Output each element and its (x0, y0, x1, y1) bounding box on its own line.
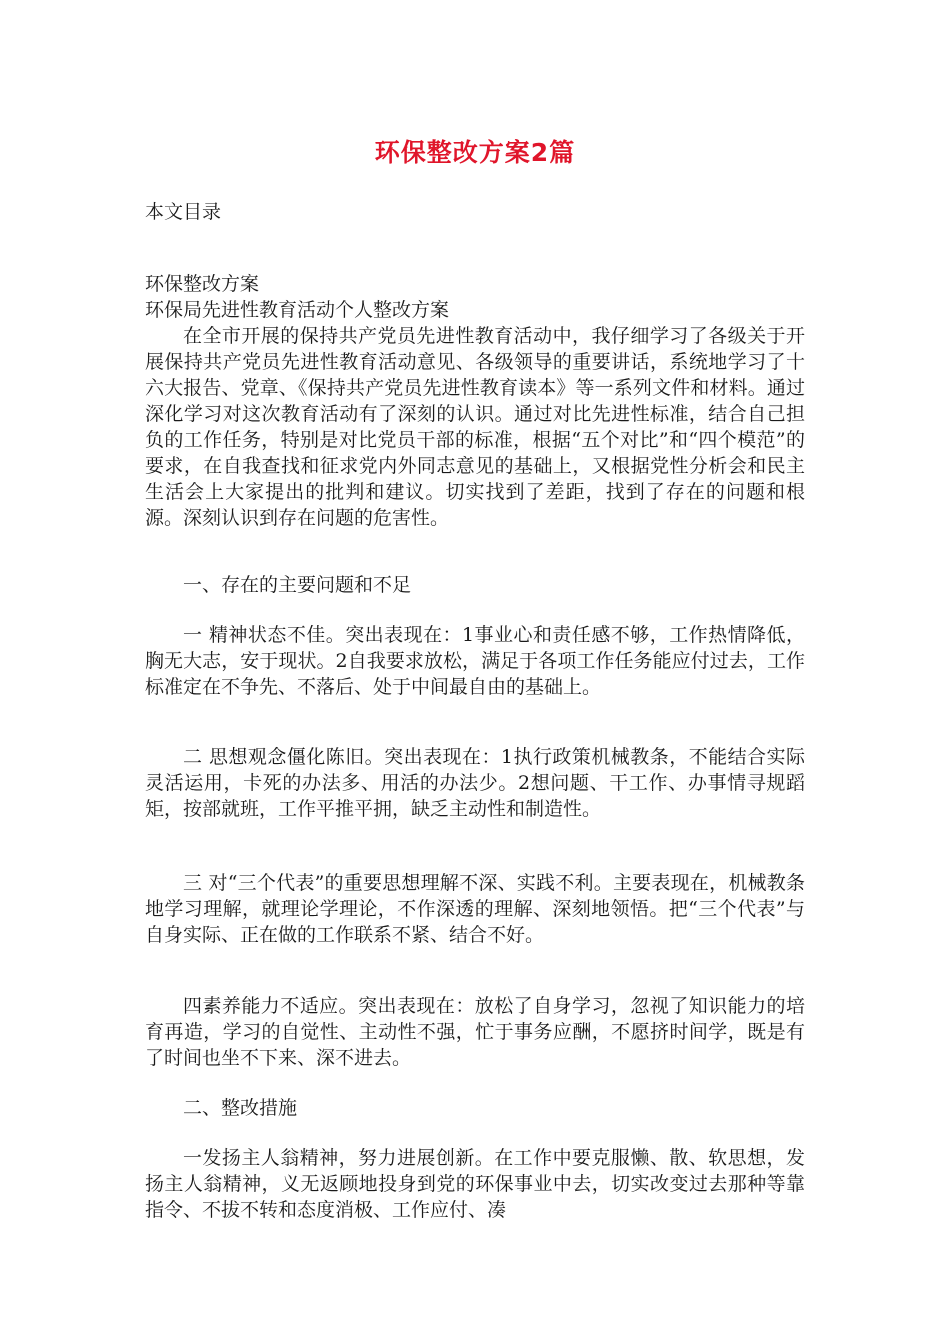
section-heading: 一、存在的主要问题和不足 (183, 574, 412, 596)
toc-item[interactable]: 环保局先进性教育活动个人整改方案 (145, 299, 450, 321)
toc-item[interactable]: 环保整改方案 (145, 273, 260, 295)
body-paragraph: 在全市开展的保持共产党员先进性教育活动中，我仔细学习了各级关于开展保持共产党员先进性教育活动意见、各级领导的重要讲话，系统地学习了十六大报告、党章、《保持共产党员先进性教育读本》等一系列文件和材料。通过深化学习对这次教育活动有了深刻的认识。通过对比先进性标准，结合自己担负的工作任务，特别是对比党员干部的标准，根据“五个对比”和“四个模范”的要求，在自我查找和征求党内外同志意见的基础上，又根据党性分析会和民主生活会上大家提出的批判和建议。切实找到了差距，找到了存在的问题和根源。深刻认识到存在问题的危害性。 (145, 325, 805, 529)
body-paragraph: 二 思想观念僵化陈旧。突出表现在：1执行政策机械教条，不能结合实际灵活运用，卡死的办法多、用活的办法少。2想问题、干工作、办事情寻规蹈矩，按部就班，工作平推平拥，缺乏主动性和制造性。 (145, 746, 805, 820)
toc-label: 本文目录 (145, 201, 222, 223)
body-paragraph: 三 对“三个代表”的重要思想理解不深、实践不利。主要表现在，机械教条地学习理解，就理论学理论，不作深透的理解、深刻地领悟。把“三个代表”与自身实际、正在做的工作联系不紧、结合不好。 (145, 872, 805, 946)
body-paragraph: 一 精神状态不佳。突出表现在：1事业心和责任感不够，工作热情降低，胸无大志，安于现状。2自我要求放松，满足于各项工作任务能应付过去，工作标准定在不争先、不落后、处于中间最自由的基础上。 (145, 624, 805, 698)
section-heading: 二、整改措施 (183, 1097, 298, 1119)
body-paragraph: 四素养能力不适应。突出表现在：放松了自身学习，忽视了知识能力的培育再造，学习的自觉性、主动性不强，忙于事务应酬，不愿挤时间学，既是有了时间也坐不下来、深不进去。 (145, 995, 805, 1069)
body-paragraph: 一发扬主人翁精神，努力进展创新。在工作中要克服懒、散、软思想，发扬主人翁精神，义无返顾地投身到党的环保事业中去，切实改变过去那种等靠指令、不拔不转和态度消极、工作应付、凑 (145, 1147, 805, 1221)
document-title: 环保整改方案2篇 (374, 138, 576, 167)
